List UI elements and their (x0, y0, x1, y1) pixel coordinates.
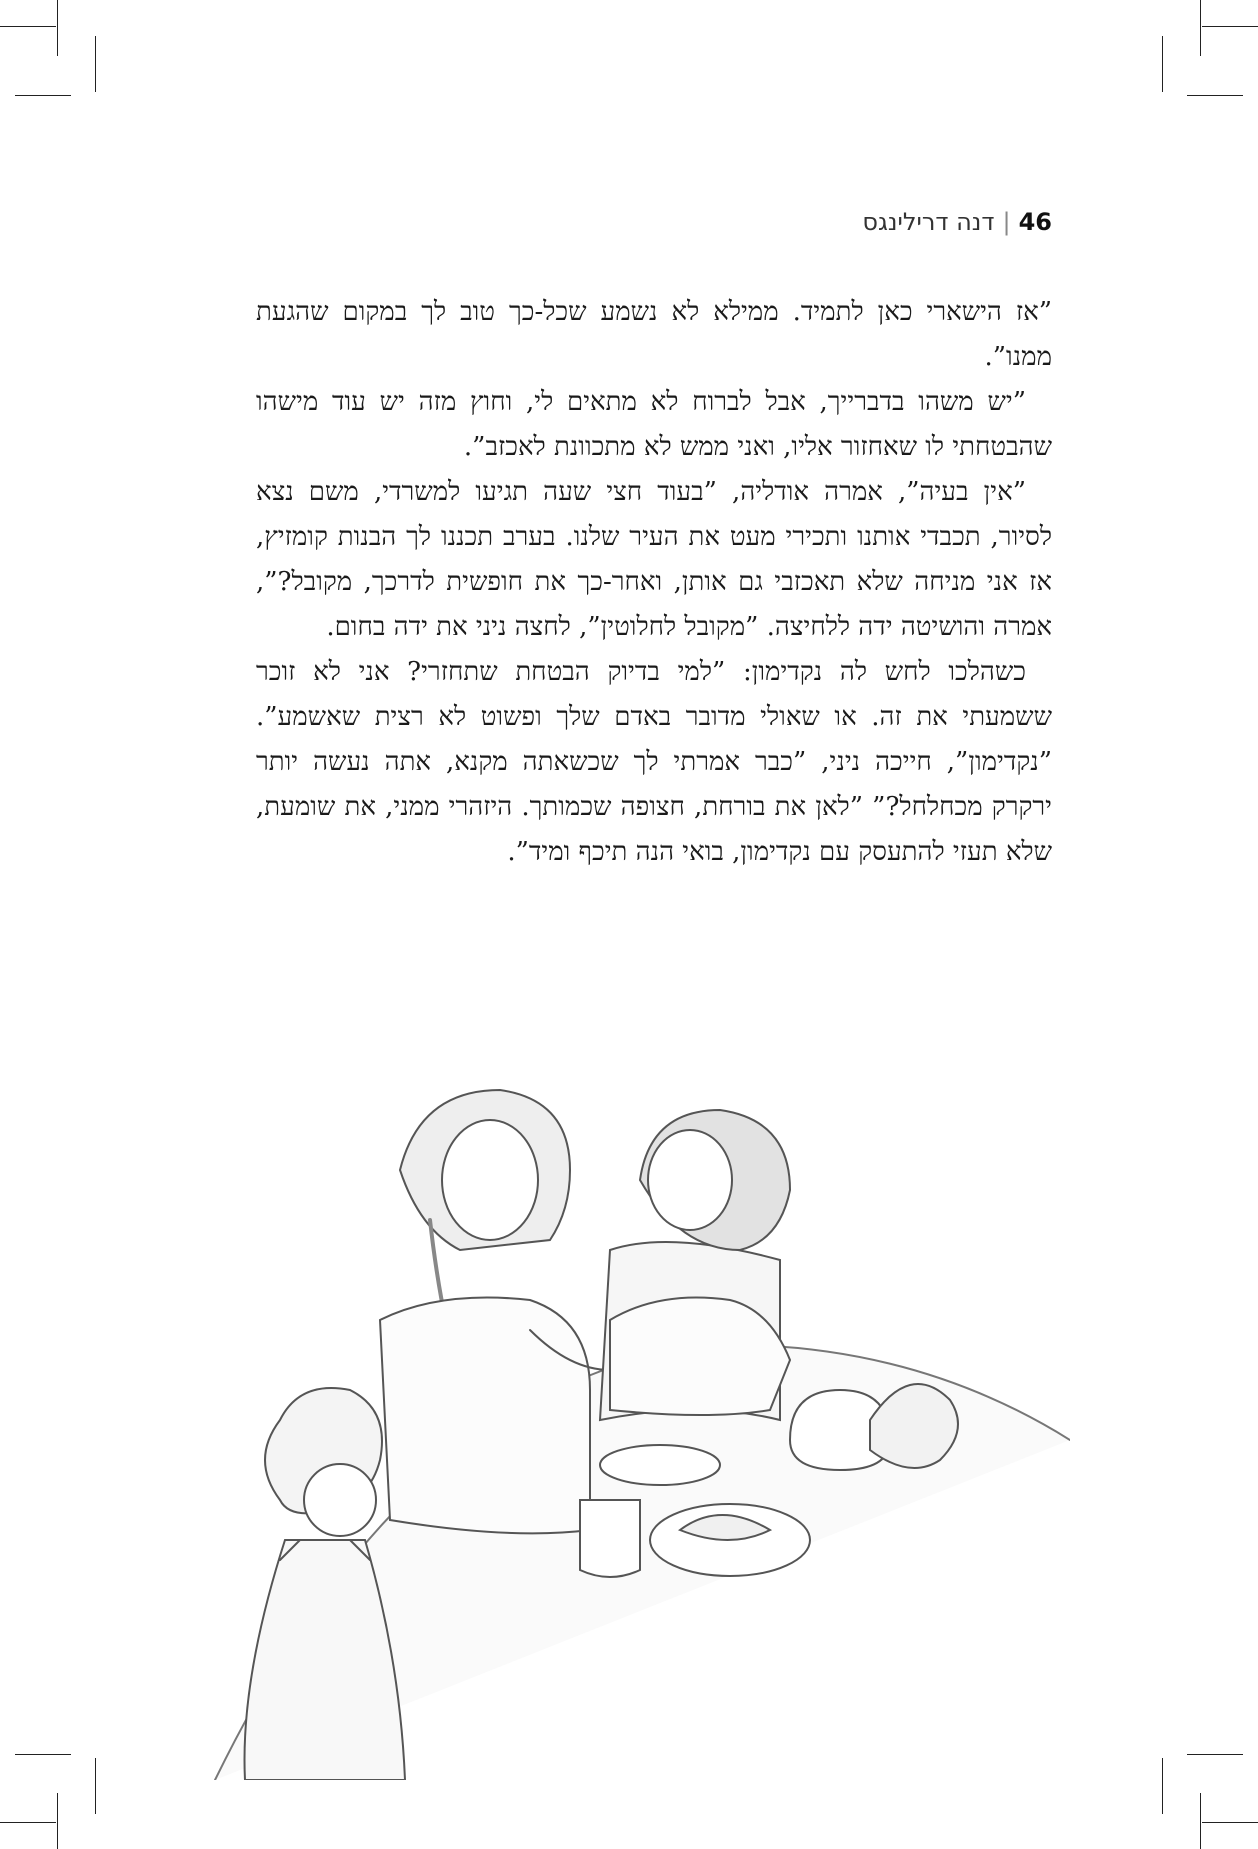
crop-mark (15, 1754, 71, 1755)
author-name: דנה דרילינגס (862, 208, 995, 236)
crop-mark (1202, 1822, 1258, 1823)
crop-mark (1187, 1754, 1243, 1755)
crop-mark (95, 36, 96, 92)
crop-mark (0, 26, 56, 27)
bowl (600, 1445, 720, 1485)
crop-mark (1162, 1758, 1163, 1814)
paragraph: ”יש משהו בדברייך, אבל לברוח לא מתאים לי, וחוץ מזה יש עוד מישהו שהבטחתי לו שאחזור אליו, ואני ממש לא מתכוונת לאכזב”. (256, 387, 1052, 462)
crop-mark (1200, 0, 1201, 56)
paragraph: ”אין בעיה”, אמרה אודליה, ”בעוד חצי שעה תגיעו למשרדי, משם נצא לסיור, תכבדי אותנו ותכירי מעט את העיר שלנו. בערב תכננו לך הבנות קומזיץ, אז אני מניחה שלא תאכזבי גם אותן, ואחר-כך את חופשית לדרכך, מקובל?”, אמרה והושיטה ידה ללחיצה. ”מקובל לחלוטין”, לחצה ניני את ידה בחום. (256, 477, 1052, 642)
paragraph: ”אז הישארי כאן לתמיד. ממילא לא נשמע שכל-כך טוב לך במקום שהגעת ממנו”. (256, 297, 1052, 372)
body-text (256, 290, 1052, 875)
crop-mark (57, 1793, 58, 1849)
crop-mark (95, 1758, 96, 1814)
crop-mark (15, 95, 71, 96)
illustration (210, 1060, 1070, 1780)
crop-mark (1202, 26, 1258, 27)
running-header (256, 208, 1052, 236)
braided-girl (380, 1090, 610, 1533)
crop-mark (1200, 1793, 1201, 1849)
header-separator: | (1002, 208, 1011, 236)
crop-mark (1162, 36, 1163, 92)
crop-mark (1187, 95, 1243, 96)
paragraph: כשהלכו לחש לה נקדימון: ”למי בדיוק הבטחת שתחזרי? אני לא זוכר ששמעתי את זה. או שאולי מדובר באדם שלך ופשוט לא רצית שאשמע”. ”נקדימון”, חייכה ניני, ”כבר אמרתי לך שכשאתה מקנא, אתה נעשה יותר ירקרק מכחלחל?” ”לאן את בורחת, חצופה שכמותך. היזהרי ממני, את שומעת, שלא תעזי להתעסק עם נקדימון, בואי הנה תיכף ומיד”. (256, 657, 1052, 867)
mug (580, 1500, 640, 1577)
page-number: 46 (1018, 208, 1052, 236)
crop-mark (57, 0, 58, 56)
crop-mark (0, 1822, 56, 1823)
seated-girl (600, 1110, 790, 1420)
